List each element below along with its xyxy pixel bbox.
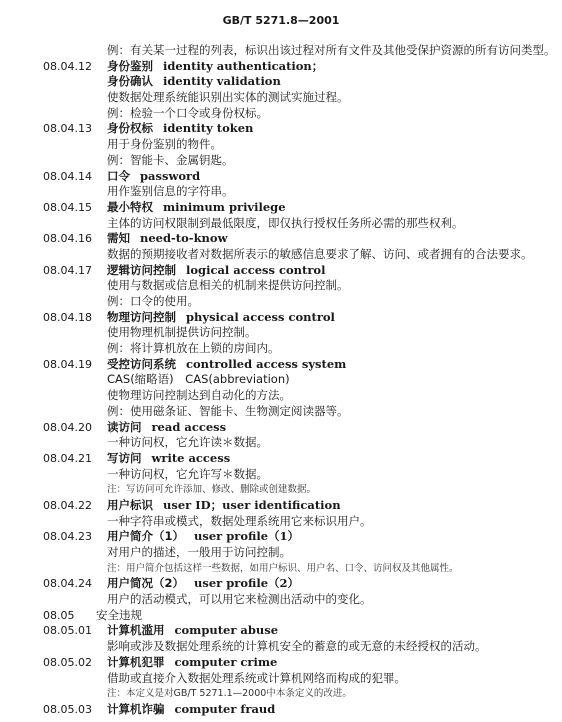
term-abbreviation xyxy=(0,372,562,388)
definition-text: 用作鉴别信息的字符串。 xyxy=(107,184,234,199)
definition-line xyxy=(0,325,562,341)
definition-line xyxy=(0,639,562,655)
example-text: 例：检验一个口令或身份权标。 xyxy=(107,105,268,120)
definition-text: 使用与数据或信息相关的机制来提供访问控制。 xyxy=(107,278,349,293)
example-line xyxy=(0,153,562,169)
definition-line xyxy=(0,671,562,687)
term-english: computer abuse xyxy=(174,623,279,638)
term-number: 08.05.01 xyxy=(43,624,92,638)
term-entry xyxy=(0,59,562,75)
example-text: 例：口令的使用。 xyxy=(107,294,199,308)
term-number: 08.04.20 xyxy=(43,420,92,434)
definition-line xyxy=(0,90,562,106)
term-entry xyxy=(0,121,562,137)
term-synonym xyxy=(0,74,562,90)
term-number: 08.04.24 xyxy=(43,577,92,591)
term-number: 08.04.19 xyxy=(43,357,92,371)
definition-text: 一种字符串或模式，数据处理系统用它来标识用户。 xyxy=(107,513,372,528)
term-chinese: 最小特权 xyxy=(107,199,153,214)
term-entry xyxy=(0,200,562,216)
term-chinese: 物理访问控制 xyxy=(107,309,176,324)
example-line xyxy=(0,106,562,122)
term-chinese: 用户简况（2） xyxy=(107,576,185,591)
term-chinese: 口令 xyxy=(107,168,130,183)
term-title xyxy=(107,59,323,75)
term-english: write access xyxy=(151,450,231,465)
term-title xyxy=(107,420,226,436)
term-number: 08.04.15 xyxy=(43,200,92,214)
term-english: computer crime xyxy=(174,654,278,669)
term-english: user ID；user identification xyxy=(163,497,341,512)
term-english: user profile（1） xyxy=(194,529,300,544)
section-heading xyxy=(0,608,562,624)
term-title xyxy=(107,231,227,247)
definition-text: 使数据处理系统能识别出实体的测试实施过程。 xyxy=(107,90,349,105)
term-number: 08.04.12 xyxy=(43,59,92,73)
example-text: 例：智能卡、金属钥匙。 xyxy=(107,152,234,167)
term-chinese: 用户标识 xyxy=(107,497,153,512)
term-entry xyxy=(0,498,562,514)
definition-text: 借助或直接介入数据处理系统或计算机网络而构成的犯罪。 xyxy=(107,670,406,685)
term-chinese: 需知 xyxy=(107,231,130,246)
term-chinese: 受控访问系统 xyxy=(107,356,176,371)
term-entry xyxy=(0,231,562,247)
definition-line xyxy=(0,216,562,232)
note-line xyxy=(0,561,562,577)
definition-line xyxy=(0,247,562,263)
term-number: 08.04.17 xyxy=(43,263,92,277)
term-chinese: 身份鉴别 xyxy=(107,58,153,73)
definition-text: 一种访问权，它允许读＊数据。 xyxy=(107,435,268,450)
term-title xyxy=(107,121,253,137)
term-entry xyxy=(0,169,562,185)
abbreviation-text: CAS(缩略语) CAS(abbreviation) xyxy=(107,372,290,387)
term-number: 08.04.23 xyxy=(43,530,92,544)
term-title xyxy=(107,655,277,671)
definition-text: 用于身份鉴别的物件。 xyxy=(107,137,222,152)
term-entry xyxy=(0,357,562,373)
example-line xyxy=(0,341,562,357)
term-title xyxy=(107,169,200,185)
term-title xyxy=(107,200,286,216)
term-entry xyxy=(0,263,562,279)
term-chinese: 读访问 xyxy=(107,419,142,434)
term-title xyxy=(107,702,275,718)
definition-line xyxy=(0,388,562,404)
term-chinese: 计算机诈骗 xyxy=(107,701,165,716)
term-english: minimum privilege xyxy=(163,199,286,214)
definition-line xyxy=(0,514,562,530)
term-chinese: 写访问 xyxy=(107,450,142,465)
term-entry xyxy=(0,420,562,436)
page-header: GB/T 5271.8—2001 xyxy=(222,14,340,27)
term-english: user profile（2） xyxy=(194,576,300,591)
term-number: 08.05.02 xyxy=(43,655,92,669)
term-number: 08.05.03 xyxy=(43,702,92,716)
term-title xyxy=(107,310,335,326)
definition-line xyxy=(0,592,562,608)
definition-line xyxy=(0,137,562,153)
term-entry xyxy=(0,623,562,639)
definition-text: 对用户的描述，一般用于访问控制。 xyxy=(107,545,291,559)
definition-line xyxy=(0,278,562,294)
term-number: 08.04.21 xyxy=(43,451,92,465)
example-text: 例：将计算机放在上锁的房间内。 xyxy=(107,341,280,356)
term-chinese: 用户简介（1） xyxy=(107,529,185,544)
term-title xyxy=(107,357,346,373)
definition-line xyxy=(0,184,562,200)
term-entry xyxy=(0,702,562,718)
term-english: identity validation xyxy=(163,74,281,89)
term-english: identity token xyxy=(163,121,254,136)
example-text: 例：使用磁条证、智能卡、生物测定阅读器等。 xyxy=(107,403,349,418)
term-english: read access xyxy=(151,419,227,434)
term-title xyxy=(107,576,299,592)
definition-line xyxy=(0,467,562,483)
example-text: 例：有关某一过程的列表，标识出该过程对所有文件及其他受保护资源的所有访问类型。 xyxy=(107,43,556,57)
term-title xyxy=(107,263,325,279)
term-entry xyxy=(0,576,562,592)
term-number: 08.04.13 xyxy=(43,122,92,136)
term-chinese: 计算机滥用 xyxy=(107,623,165,638)
term-number: 08.04.16 xyxy=(43,232,92,246)
term-entry xyxy=(0,451,562,467)
term-entry xyxy=(0,310,562,326)
note-text: 注：用户简介包括这样一些数据，如用户标识、用户名、口令、访问权及其他属性。 xyxy=(107,562,459,574)
example-line xyxy=(0,404,562,420)
term-number: 08.04.14 xyxy=(43,169,92,183)
term-english: controlled access system xyxy=(186,356,347,371)
term-title xyxy=(107,498,341,514)
definition-text: 用户的活动模式，可以用它来检测出活动中的变化。 xyxy=(107,592,372,607)
definition-text: 一种访问权，它允许写＊数据。 xyxy=(107,466,268,481)
definition-text: 使物理访问控制达到自动化的方法。 xyxy=(107,388,291,403)
term-chinese: 身份权标 xyxy=(107,121,153,136)
definition-text: 影响或涉及数据处理系统的计算机安全的蓄意的或无意的未经授权的活动。 xyxy=(107,639,487,654)
term-title xyxy=(107,74,281,90)
term-english: password xyxy=(140,168,201,183)
term-number: 08.04.22 xyxy=(43,498,92,512)
section-number: 08.05 xyxy=(43,608,75,622)
definition-line xyxy=(0,435,562,451)
note-text: 注：本定义是对GB/T 5271.1—2000中本条定义的改进。 xyxy=(107,688,352,700)
definition-line xyxy=(0,545,562,561)
definition-text: 主体的访问权限制到最低限度，即仅执行授权任务所必需的那些权利。 xyxy=(107,215,464,230)
note-line xyxy=(0,482,562,498)
term-chinese: 逻辑访问控制 xyxy=(107,262,176,277)
term-title xyxy=(107,529,299,545)
note-line xyxy=(0,686,562,702)
note-text: 注：写访问可允许添加、修改、删除或创建数据。 xyxy=(107,484,317,496)
section-title: 安全违规 xyxy=(96,607,142,622)
term-english: computer fraud xyxy=(174,701,276,716)
term-title xyxy=(107,451,230,467)
document-body xyxy=(0,43,562,718)
term-english: physical access control xyxy=(186,309,335,324)
term-entry xyxy=(0,655,562,671)
term-number: 08.04.18 xyxy=(43,310,92,324)
example-line xyxy=(0,43,562,59)
term-entry xyxy=(0,529,562,545)
term-chinese: 身份确认 xyxy=(107,74,153,89)
term-english: need-to-know xyxy=(140,231,228,246)
term-chinese: 计算机犯罪 xyxy=(107,654,165,669)
definition-text: 数据的预期接收者对数据所表示的敏感信息要求了解、访问、或者拥有的合法要求。 xyxy=(107,246,533,261)
term-english: identity authentication； xyxy=(163,58,324,73)
example-line xyxy=(0,294,562,310)
term-english: logical access control xyxy=(186,262,326,277)
definition-text: 使用物理机制提供访问控制。 xyxy=(107,325,257,340)
term-title xyxy=(107,623,278,639)
